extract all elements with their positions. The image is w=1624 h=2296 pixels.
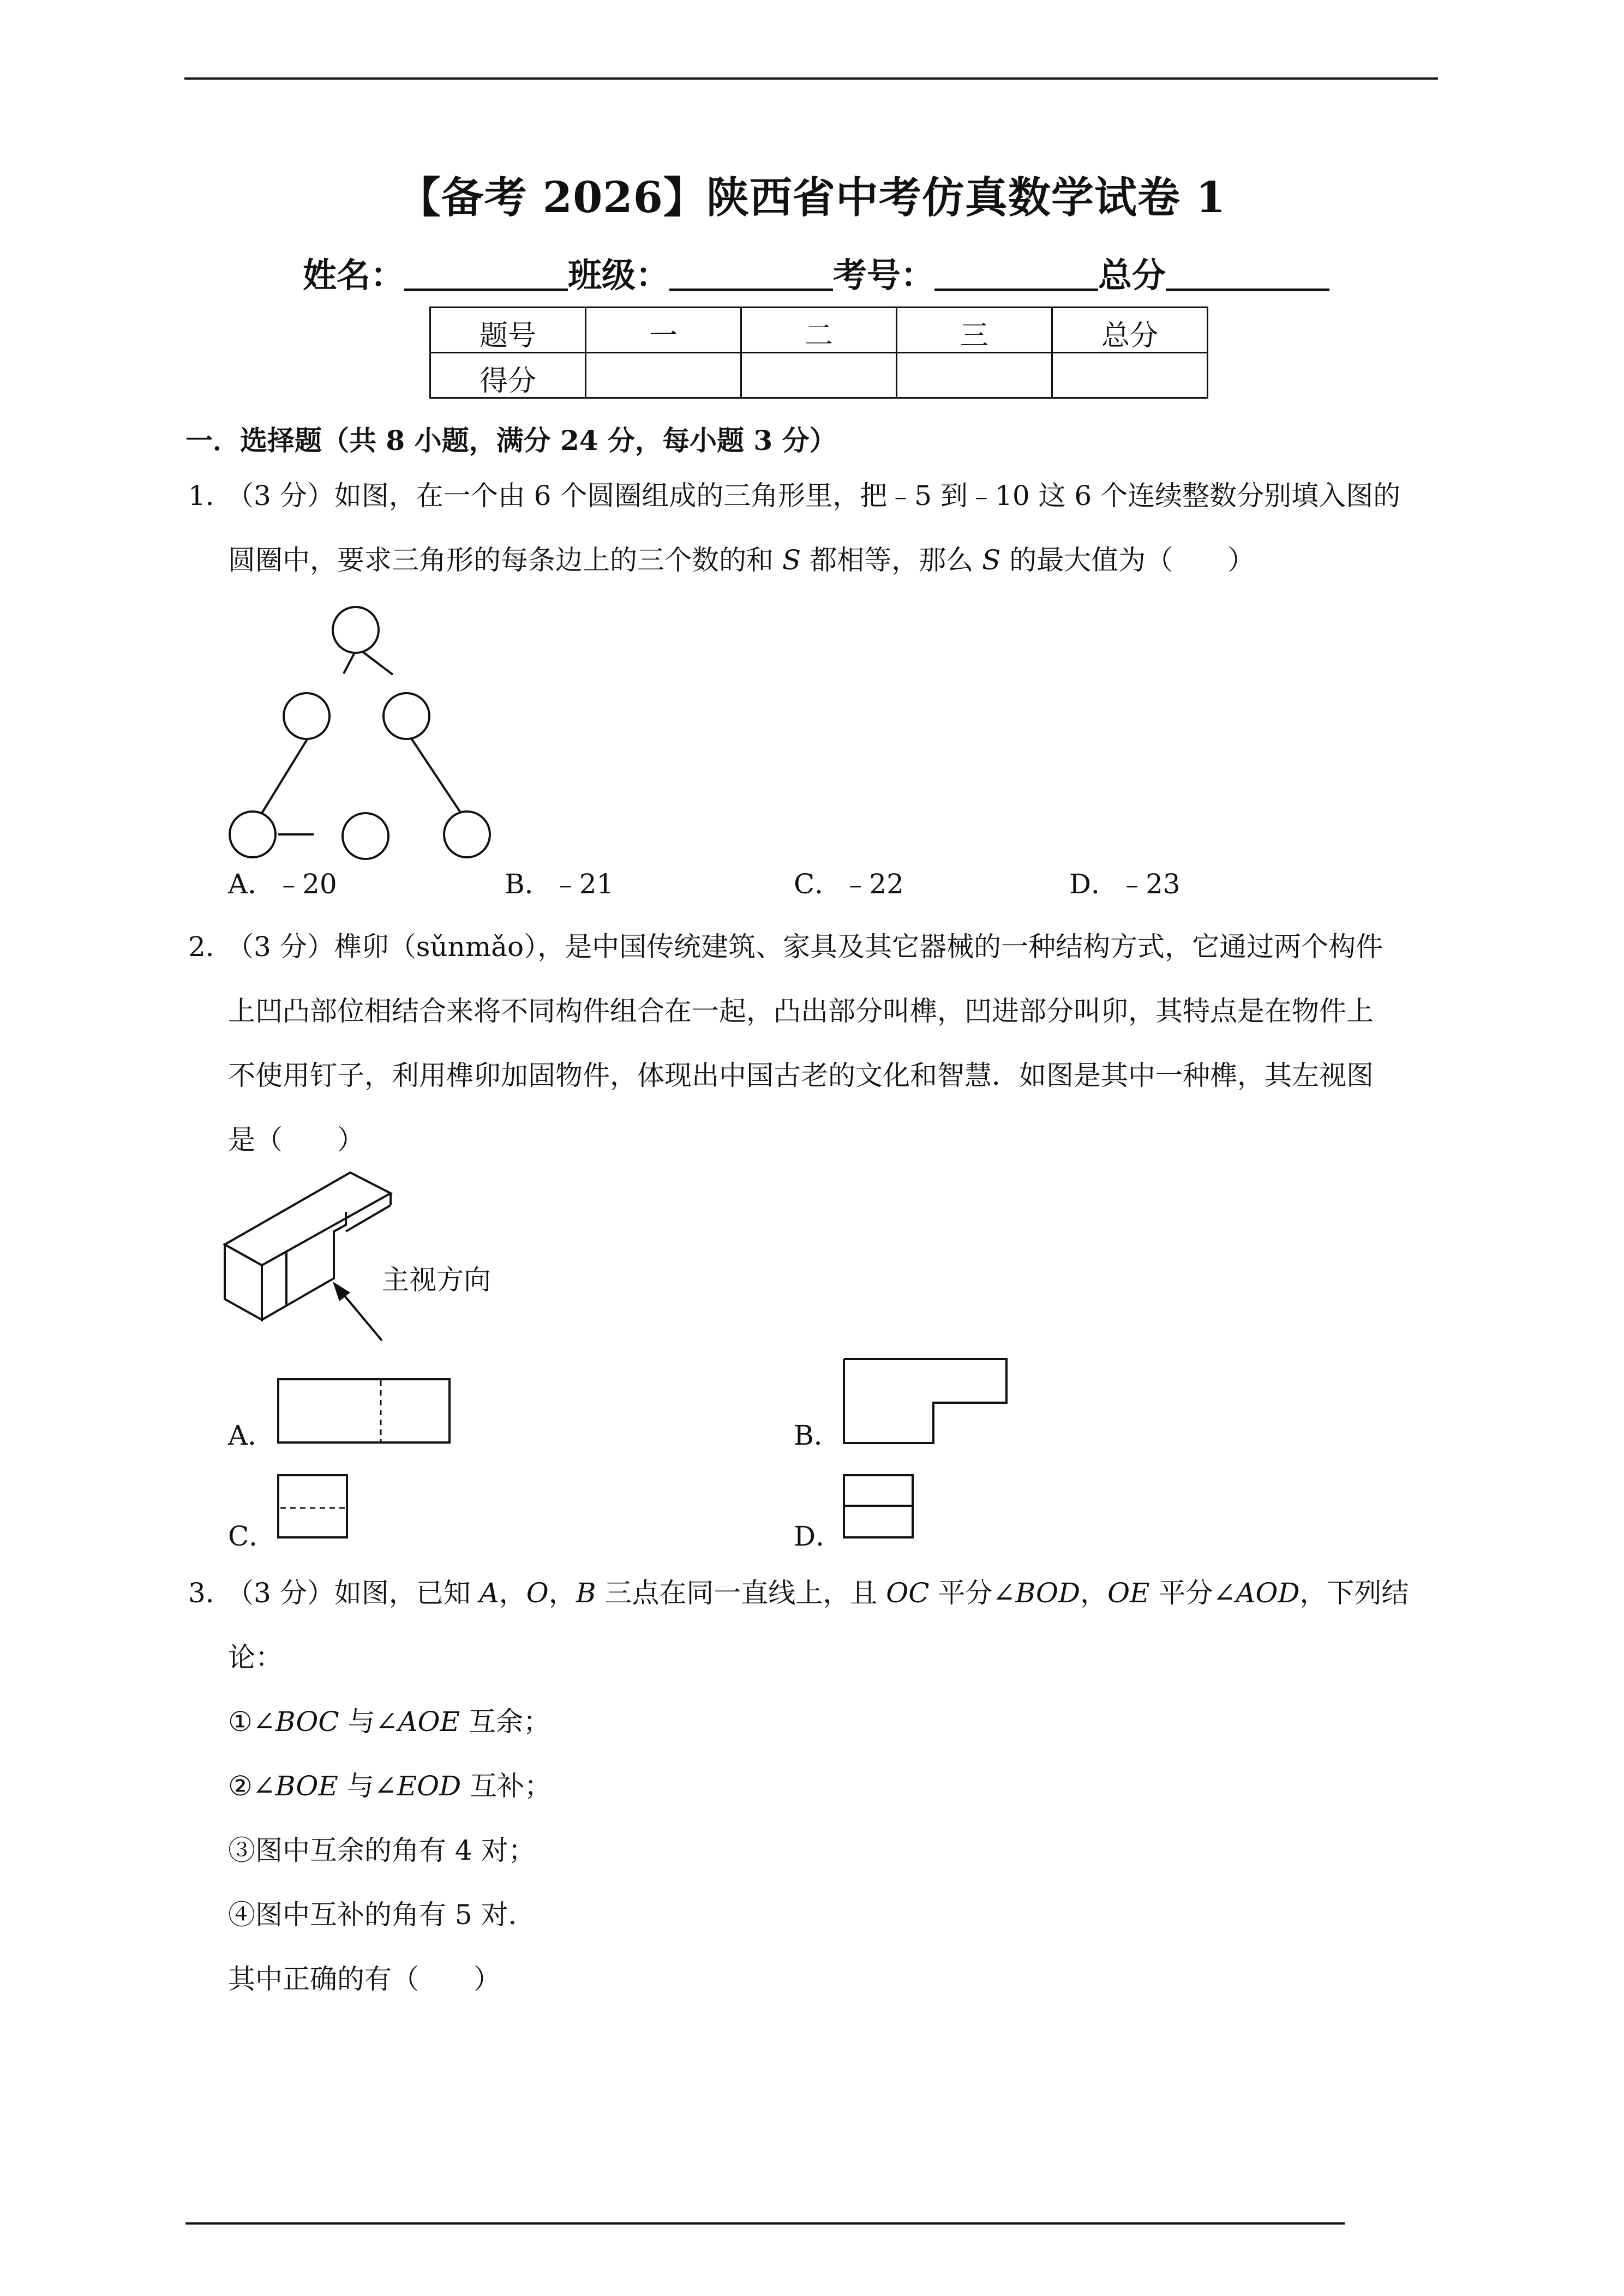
name-label: 姓名： — [303, 255, 405, 295]
question-2-line-1 — [188, 931, 1383, 963]
table-cell: 二 — [741, 308, 897, 353]
page-title: 【备考 2026】陕西省中考仿真数学试卷 1 — [398, 173, 1226, 223]
statement-3: ③图中互余的角有 4 对； — [228, 1835, 536, 1866]
question-1-line-2 — [228, 544, 1255, 576]
total-blank[interactable] — [1166, 260, 1329, 291]
question-text: （3 分）如图，在一个由 6 个圆圈组成的三角形里，把﹣5 到﹣10 这 6 个连续整数分别填入图的 — [226, 480, 1401, 512]
table-cell: 一 — [586, 308, 741, 353]
score-input-cell[interactable] — [586, 353, 741, 398]
variable: S — [981, 544, 1001, 576]
question-text: 与∠ — [338, 1770, 397, 1802]
question-text: 互余； — [460, 1706, 550, 1738]
option-a[interactable]: A． — [228, 1420, 275, 1451]
option-d[interactable]: D． — [794, 1520, 843, 1552]
option-c-figure[interactable] — [277, 1474, 348, 1540]
variable: BOE — [275, 1770, 338, 1802]
question-text: 三点在同一直线上，且 — [596, 1577, 886, 1609]
exam-no-label: 考号： — [833, 255, 935, 295]
variable: AOD — [1236, 1577, 1300, 1609]
class-label: 班级： — [568, 255, 670, 295]
score-input-cell[interactable] — [897, 353, 1052, 398]
statement-4: ④图中互补的角有 5 对． — [228, 1899, 536, 1931]
circle-bottom-left — [230, 812, 275, 857]
option-d[interactable]: D．﹣23 — [1069, 868, 1180, 900]
statement-1 — [228, 1706, 550, 1738]
section-heading: 一．选择题（共 8 小题，满分 24 分，每小题 3 分） — [185, 424, 837, 456]
question-text: 平分∠ — [929, 1577, 1016, 1609]
score-table-score-row — [430, 353, 1208, 398]
footer-rule — [185, 2222, 1345, 2225]
option-b-figure[interactable] — [843, 1358, 1009, 1445]
variable: O — [526, 1577, 549, 1609]
circle-mid-left — [284, 693, 329, 739]
variable: AOE — [398, 1706, 460, 1738]
class-blank[interactable] — [669, 260, 833, 291]
name-blank[interactable] — [404, 260, 568, 291]
question-2-line-3: 不使用钉子，利用榫卯加固物件，体现出中国古老的文化和智慧．如图是其中一种榫，其左视图 — [228, 1060, 1374, 1091]
view-direction-label: 主视方向 — [382, 1264, 491, 1296]
option-c[interactable]: C． — [228, 1520, 277, 1552]
question-text: 的最大值为（ ） — [1000, 544, 1255, 576]
score-input-cell[interactable] — [1052, 353, 1208, 398]
question-text: 与∠ — [339, 1706, 398, 1738]
question-text: ， — [548, 1577, 576, 1609]
circle-mid-right — [383, 693, 429, 739]
variable: OC — [886, 1577, 930, 1609]
question-text: 圆圈中，要求三角形的每条边上的三个数的和 — [228, 544, 782, 576]
question-text: ， — [1080, 1577, 1108, 1609]
circle-top — [333, 607, 379, 653]
exam-no-blank[interactable] — [934, 260, 1098, 291]
variable: EOD — [397, 1770, 462, 1802]
question-text: ， — [499, 1577, 526, 1609]
option-a-figure[interactable] — [277, 1378, 452, 1446]
triangle-circles-figure — [218, 603, 502, 843]
option-d-figure[interactable] — [843, 1474, 914, 1540]
question-text: ②∠ — [228, 1770, 275, 1802]
table-cell: 题号 — [430, 308, 586, 353]
score-table-header-row — [430, 308, 1208, 353]
question-text: （3 分）如图，已知 — [226, 1577, 480, 1609]
variable: OE — [1107, 1577, 1150, 1609]
variable: BOC — [275, 1706, 339, 1738]
question-2-line-2: 上凹凸部位相结合来将不同构件组合在一起，凸出部分叫榫，凹进部分叫卯，其特点是在物件上 — [228, 995, 1374, 1027]
student-info-line — [303, 248, 1329, 297]
table-cell: 总分 — [1052, 308, 1208, 353]
variable: A — [479, 1577, 499, 1609]
option-a[interactable]: A．﹣20 — [228, 868, 337, 900]
score-input-cell[interactable] — [741, 353, 897, 398]
option-b[interactable]: B．﹣21 — [505, 868, 614, 900]
variable: S — [782, 544, 801, 576]
variable: BOD — [1015, 1577, 1081, 1609]
question-number: 1． — [188, 480, 233, 512]
header-rule — [184, 77, 1438, 80]
option-c[interactable]: C．﹣22 — [794, 868, 904, 900]
statement-2 — [228, 1770, 552, 1802]
question-text: ①∠ — [228, 1706, 275, 1738]
question-2-line-4: 是（ ） — [228, 1124, 364, 1156]
question-text: 平分∠ — [1149, 1577, 1236, 1609]
option-b[interactable]: B． — [794, 1420, 841, 1451]
circle-bottom-right — [444, 812, 490, 857]
question-number: 2． — [188, 931, 233, 963]
score-table — [429, 306, 1208, 399]
question-number: 3． — [188, 1577, 233, 1609]
question-text: 都相等，那么 — [801, 544, 982, 576]
question-text: ，下列结 — [1299, 1577, 1409, 1609]
question-3-line-1 — [188, 1577, 1409, 1609]
question-text: （3 分）榫卯（sǔnmǎo），是中国传统建筑、家具及其它器械的一种结构方式，它通过两个构件 — [226, 931, 1383, 963]
variable: B — [576, 1577, 596, 1609]
question-1-line-1 — [188, 480, 1400, 512]
question-3-line-2: 论： — [228, 1642, 283, 1673]
question-3-prompt: 其中正确的有（ ） — [228, 1963, 501, 1995]
table-cell: 三 — [897, 308, 1052, 353]
question-text: 互补； — [461, 1770, 552, 1802]
table-cell: 得分 — [430, 353, 586, 398]
circle-bottom-mid — [343, 813, 388, 859]
total-label: 总分 — [1098, 255, 1166, 295]
